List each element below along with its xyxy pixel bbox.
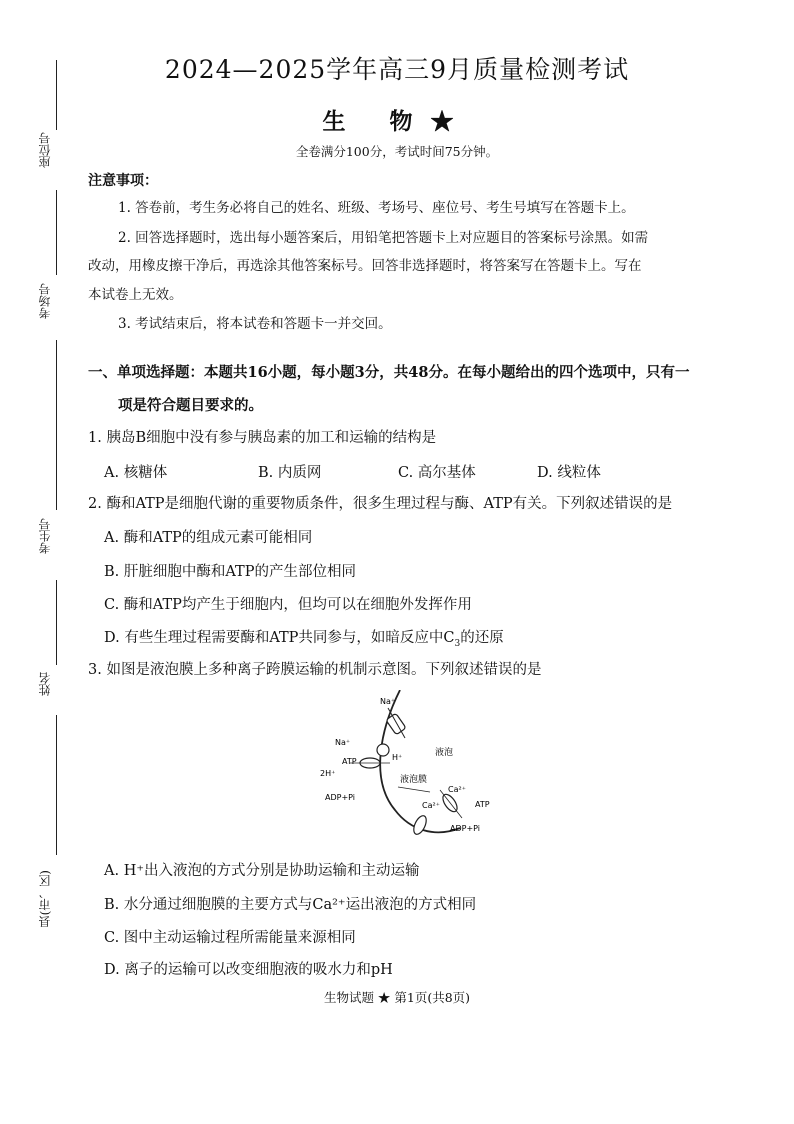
margin-line xyxy=(56,340,57,510)
ca-pump-arrow xyxy=(440,790,462,818)
q1-option-d: D. 线粒体 xyxy=(537,465,601,481)
margin-line xyxy=(56,580,57,665)
county-label: 县(市、区) xyxy=(38,870,52,928)
label-2h: 2H⁺ xyxy=(320,769,336,778)
question-3-stem: 3. 如图是液泡膜上多种离子跨膜运输的机制示意图。下列叙述错误的是 xyxy=(88,662,542,678)
label-atp-1: ATP xyxy=(342,757,357,766)
label-vacuole: 液泡 xyxy=(435,748,454,758)
q3-option-c: C. 图中主动运输过程所需能量来源相同 xyxy=(104,930,356,946)
page-footer: 生物试题 ★ 第1页(共8页) xyxy=(323,990,471,1005)
q2-option-d-tail: 的还原 xyxy=(460,630,504,646)
label-na-top: Na⁺ xyxy=(380,697,396,706)
subject-title: 生 物★ xyxy=(322,108,472,135)
question-1-stem: 1. 胰岛B细胞中没有参与胰岛素的加工和运输的结构是 xyxy=(88,430,437,446)
exam-room-label: 考场号 xyxy=(38,283,52,319)
q2-option-b: B. 肝脏细胞中酶和ATP的产生部位相同 xyxy=(104,564,356,580)
label-h-plus: H⁺ xyxy=(392,753,403,762)
label-ca-out: Ca²⁺ xyxy=(448,785,466,794)
na-channel xyxy=(386,708,406,738)
notice-heading: 注意事项： xyxy=(88,173,158,189)
notice-item: 1. 答卷前，考生务必将自己的姓名、班级、考场号、座位号、考生号填写在答题卡上。 xyxy=(118,200,635,216)
c3-subscript: 3 xyxy=(454,638,461,649)
vacuole-membrane-diagram xyxy=(310,690,520,850)
margin-line xyxy=(56,190,57,275)
q2-option-d-text: D. 有些生理过程需要酶和ATP共同参与，如暗反应中C xyxy=(104,630,455,646)
label-membrane: 液泡膜 xyxy=(400,775,428,785)
seat-number-label: 座位号 xyxy=(38,132,52,168)
name-label: 姓名 xyxy=(38,672,52,696)
q3-option-d: D. 离子的运输可以改变细胞液的吸水力和pH xyxy=(104,962,393,978)
score-line: 全卷满分100分，考试时间75分钟。 xyxy=(295,144,499,159)
q3-option-b: B. 水分通过细胞膜的主要方式与Ca²⁺运出液泡的方式相同 xyxy=(104,897,477,913)
label-na-left: Na⁺ xyxy=(335,738,351,747)
label-atp-2: ATP xyxy=(475,800,490,809)
q1-option-c: C. 高尔基体 xyxy=(398,465,476,481)
question-2-stem: 2. 酶和ATP是细胞代谢的重要物质条件，很多生理过程与酶、ATP有关。下列叙述错误的是 xyxy=(88,496,673,512)
q1-option-a: A. 核糖体 xyxy=(104,465,168,481)
notice-item: 改动，用橡皮擦干净后，再选涂其他答案标号。回答非选择题时，将答案写在答题卡上。写在 xyxy=(88,258,642,274)
q2-option-c: C. 酶和ATP均产生于细胞内，但均可以在细胞外发挥作用 xyxy=(104,597,472,613)
label-ca-in: Ca²⁺ xyxy=(422,801,440,810)
q2-option-a: A. 酶和ATP的组成元素可能相同 xyxy=(104,530,313,546)
ca-channel xyxy=(411,814,429,836)
exam-title: 2024—2025学年高三9月质量检测考试 xyxy=(164,55,630,84)
notice-item: 本试卷上无效。 xyxy=(88,287,183,303)
label-adp-2: ADP+Pi xyxy=(450,824,481,833)
q3-option-a: A. H⁺出入液泡的方式分别是协助运输和主动运输 xyxy=(104,863,420,879)
section-heading-cont: 项是符合题目要求的。 xyxy=(118,397,263,414)
section-heading: 一、单项选择题：本题共16小题，每小题3分，共48分。在每小题给出的四个选项中，只有一 xyxy=(88,364,690,381)
notice-item: 3. 考试结束后，将本试卷和答题卡一并交回。 xyxy=(118,316,392,332)
label-adp-1: ADP+Pi xyxy=(325,793,356,802)
q2-option-d xyxy=(104,626,504,649)
q1-option-b: B. 内质网 xyxy=(258,465,322,481)
membrane-pointer xyxy=(398,787,430,792)
margin-line xyxy=(56,715,57,855)
notice-item: 2. 回答选择题时，选出每小题答案后，用铅笔把答题卡上对应题目的答案标号涂黑。如需 xyxy=(118,230,649,246)
na-h-antiporter xyxy=(377,744,389,756)
candidate-number-label: 考生号 xyxy=(38,518,52,554)
